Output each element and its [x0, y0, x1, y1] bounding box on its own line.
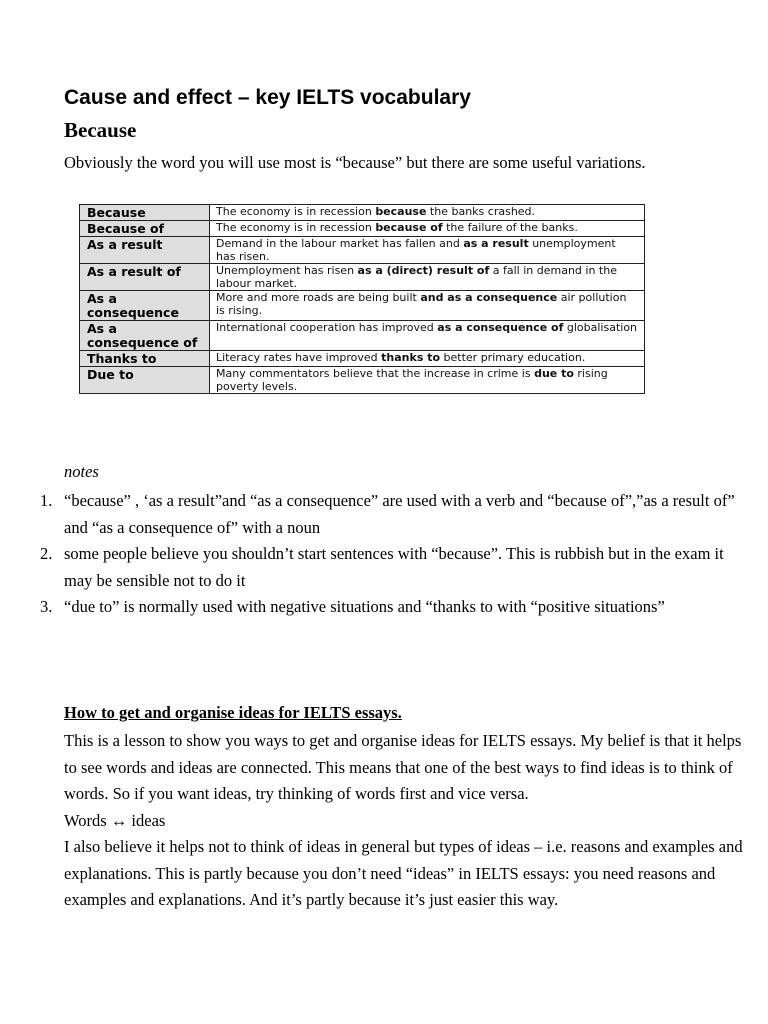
body-paragraph: I also believe it helps not to think of ideas in general but types of ideas – i.e. reasons and examples and explanations. This is partly because you don’t need “ideas” in IELTS essays: you need reasons and examples and explanations. And it’s partly because it’s just easier this way.	[64, 837, 743, 909]
table-cell-example	[210, 351, 645, 367]
list-item	[40, 488, 744, 541]
example-text: air pollution is rising.	[216, 291, 627, 317]
section-heading: How to get and organise ideas for IELTS essays.	[64, 703, 402, 722]
example-text: the banks crashed.	[426, 205, 536, 218]
table-cell-term: Because	[80, 205, 210, 221]
example-keyword: as a result	[463, 237, 529, 250]
example-keyword: as a consequence of	[437, 321, 564, 334]
notes-list	[40, 488, 744, 621]
table-cell-example	[210, 237, 645, 264]
example-text: The economy is in recession	[216, 221, 376, 234]
table-row	[80, 264, 645, 291]
list-item-number: 1.	[40, 491, 53, 510]
list-item-text: “because” , ‘as a result”and “as a consequence” are used with a verb and “because of”,”as a result of” and “as a consequence of” with a noun	[64, 491, 735, 537]
table-cell-example	[210, 367, 645, 394]
example-text: a fall in demand in the labour market.	[216, 264, 617, 290]
table-cell-term: Due to	[80, 367, 210, 394]
table-cell-term: Thanks to	[80, 351, 210, 367]
example-text: The economy is in recession	[216, 205, 376, 218]
example-text: Demand in the labour market has fallen and	[216, 237, 464, 250]
table-cell-example	[210, 205, 645, 221]
table-row	[80, 321, 645, 351]
example-keyword: and as a consequence	[420, 291, 558, 304]
example-keyword: because of	[375, 221, 443, 234]
words-ideas-line: Words ↔ ideas	[64, 810, 166, 830]
table-row	[80, 351, 645, 367]
table-row	[80, 291, 645, 321]
example-keyword: because	[375, 205, 427, 218]
example-keyword: thanks to	[381, 351, 441, 364]
table-row	[80, 221, 645, 237]
table-cell-term: As a result	[80, 237, 210, 264]
example-text: International cooperation has improved	[216, 321, 438, 334]
list-item	[40, 541, 744, 594]
table-row	[80, 205, 645, 221]
page-title: Cause and effect – key IELTS vocabulary	[64, 86, 471, 109]
table-cell-example	[210, 291, 645, 321]
example-text: More and more roads are being built	[216, 291, 421, 304]
example-text: the failure of the banks.	[442, 221, 578, 234]
example-text: Literacy rates have improved	[216, 351, 382, 364]
table-cell-term: As a consequence	[80, 291, 210, 321]
example-text: unemployment has risen.	[216, 237, 616, 263]
example-text: Many commentators believe that the increase in crime is	[216, 367, 535, 380]
example-text: better primary education.	[440, 351, 586, 364]
table-cell-term: Because of	[80, 221, 210, 237]
table-cell-term: As a result of	[80, 264, 210, 291]
body-paragraph: This is a lesson to show you ways to get and organise ideas for IELTS essays. My belief is that it helps to see words and ideas are connected. This means that one of the best ways to find ideas is to think of words. So if you want ideas, try thinking of words first and vice versa.	[64, 731, 742, 803]
vocabulary-table	[79, 204, 645, 394]
list-item-text: “due to” is normally used with negative situations and “thanks to with “positive situations”	[64, 597, 665, 616]
table-row	[80, 367, 645, 394]
table-cell-example	[210, 264, 645, 291]
table-row	[80, 237, 645, 264]
table-cell-example	[210, 221, 645, 237]
list-item-number: 2.	[40, 544, 53, 563]
list-item	[40, 594, 744, 621]
table-cell-term: As a consequence of	[80, 321, 210, 351]
example-text: Unemployment has risen	[216, 264, 358, 277]
table-cell-example	[210, 321, 645, 351]
intro-paragraph: Obviously the word you will use most is “because” but there are some useful variations.	[64, 153, 646, 172]
list-item-number: 3.	[40, 597, 53, 616]
example-text: globalisation	[563, 321, 638, 334]
list-item-text: some people believe you shouldn’t start sentences with “because”. This is rubbish but in the exam it may be sensible not to do it	[64, 544, 724, 590]
example-keyword: as a (direct) result of	[357, 264, 490, 277]
notes-label: notes	[64, 462, 99, 481]
example-keyword: due to	[534, 367, 574, 380]
section-subheading: Because	[64, 118, 137, 142]
example-text: rising poverty levels.	[216, 367, 608, 393]
section-body	[64, 728, 744, 914]
